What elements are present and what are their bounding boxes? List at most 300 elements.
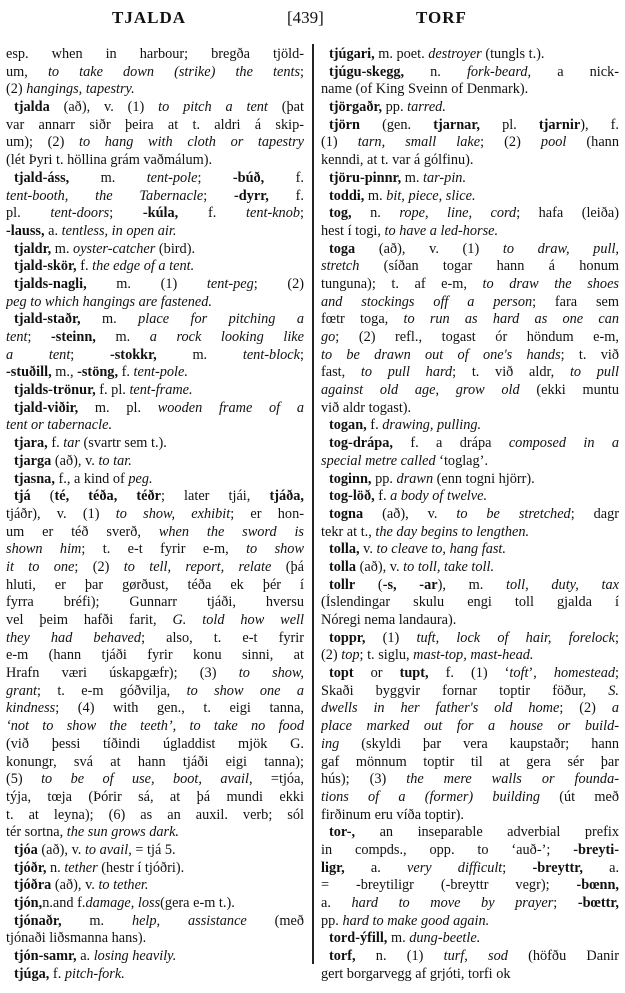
entry-text: ), f. — [580, 116, 619, 133]
entry-text: var annarr siðr þeira at t. aldri á skip- — [6, 116, 304, 133]
definition-text: a rock looking like — [149, 329, 304, 345]
headword: tjasna, — [14, 470, 55, 487]
headword: -dyrr, — [234, 187, 269, 204]
definition-text: tent-frame. — [129, 382, 193, 399]
entry-headline — [321, 930, 619, 948]
definition-text: damage, loss — [85, 895, 161, 911]
definition-text: fork-beard, — [466, 63, 532, 80]
entry-line — [321, 134, 619, 152]
entry-line — [6, 223, 304, 241]
entry-headline — [6, 488, 304, 506]
definition-text: tions of a (former) building — [321, 788, 541, 805]
entry-line — [321, 647, 619, 665]
entry-line — [6, 594, 304, 612]
entry-text: m. — [401, 169, 424, 186]
entry-text: (að), v. — [37, 841, 85, 858]
entry-text: ; (2) — [559, 700, 612, 717]
definition-text: dung-beetle. — [409, 930, 481, 947]
definition-text: against old age, grow old — [321, 382, 520, 399]
entry-text: ; fara sem — [532, 293, 619, 310]
entry-headline — [6, 913, 304, 931]
entry-headline — [6, 170, 304, 188]
entry-text: gert borgarvegg af grjóti, torfi ok — [321, 965, 511, 982]
entry-headline — [6, 471, 304, 489]
entry-text: (að), v. — [51, 452, 99, 469]
headword: -búð, — [232, 169, 265, 186]
entry-headline — [321, 559, 619, 577]
entry-headline — [321, 99, 619, 117]
headword: tolla — [329, 558, 357, 575]
entry-line — [321, 400, 619, 418]
headword: -kúla, — [142, 205, 179, 222]
entry-line — [321, 860, 619, 878]
entry-text: tunguna); t. af e-m, — [321, 275, 483, 292]
entry-text: =tjóa, — [252, 771, 304, 788]
definition-text: peg. — [128, 470, 153, 487]
headword: tord-ýfill, — [329, 930, 388, 947]
entry-text: m. pl. — [78, 399, 158, 416]
definition-text: a tent — [6, 346, 71, 363]
entry-headline — [321, 948, 619, 966]
definition-text: S. — [608, 682, 619, 699]
headword: tjalda — [14, 99, 50, 116]
definition-text: to take down (strike) the tents — [47, 63, 301, 80]
entry-text: ; (4) with gen., t. eigi tanna, — [55, 700, 304, 717]
entry-text: m. — [80, 311, 139, 328]
entry-text: n. — [351, 205, 400, 222]
entry-headline — [6, 453, 304, 471]
entry-text: (Íslendingar skulu engi toll gjalda í — [321, 594, 619, 611]
entry-text: (höfðu Danir — [507, 948, 619, 965]
entry-headline — [321, 241, 619, 259]
headword: tjörn — [329, 116, 360, 133]
entry-text: ; (2) refl., togast ór höndum e-m, — [335, 329, 619, 345]
headword: tjald-áss, — [14, 169, 70, 186]
headword: tjáða, — [269, 488, 304, 505]
headword: tjón-samr, — [14, 948, 77, 965]
entry-text: um, — [6, 63, 48, 80]
definition-text: tent-knob — [246, 205, 301, 222]
entry-text: ( — [355, 576, 383, 593]
definition-text: special metre called — [321, 452, 436, 469]
definition-text: to cleave to, hang fast. — [376, 541, 506, 558]
entry-text: tjónaði liðsmanna hans). — [6, 930, 147, 947]
entry-line — [6, 807, 304, 825]
entry-line — [321, 152, 619, 170]
entry-line — [321, 966, 619, 984]
definition-text: place for pitching a — [138, 311, 304, 328]
entry-headline — [321, 506, 619, 524]
entry-text: ; — [615, 665, 619, 682]
entry-text: gaf mönnum toptir til at gera sér þar — [321, 753, 619, 770]
entry-text: ; — [70, 346, 110, 363]
entry-text: f. (1) ‘ — [428, 665, 510, 682]
entry-text: ; er hon- — [230, 505, 304, 522]
entry-line — [6, 506, 304, 524]
header-first-headword: TJALDA — [112, 8, 187, 27]
entry-headline — [321, 665, 619, 683]
definition-text: to pitch a tent — [158, 99, 268, 116]
definition-text: to show, exhibit — [115, 505, 231, 522]
definition-text: to tether. — [98, 877, 149, 894]
headword: tollr — [329, 576, 356, 593]
entry-line — [6, 134, 304, 152]
definition-text: very difficult — [407, 859, 503, 876]
entry-text: ; hafa (leiða) — [516, 205, 619, 222]
definition-text: tentless, in open air. — [61, 222, 177, 239]
entry-text: vel þeim hafði farit, — [6, 612, 173, 628]
entry-headline — [321, 824, 619, 842]
entry-text: ; t. við — [560, 346, 619, 363]
entry-headline — [6, 860, 304, 878]
entry-text: kenndi, at t. var á gólfinu). — [321, 152, 474, 169]
entry-text: m. — [69, 169, 147, 186]
headword: tjarnir — [538, 116, 581, 133]
entry-text: ; — [553, 895, 578, 911]
definition-text: tuft, lock of hair, forelock — [416, 629, 616, 646]
entry-text: (þat — [267, 99, 304, 116]
headword: tolla, — [329, 541, 360, 558]
entry-text: (1) — [365, 629, 417, 646]
entry-line — [321, 453, 619, 471]
definition-text: tar-pin. — [423, 169, 467, 186]
definition-text: help, assistance — [131, 912, 247, 929]
entry-line — [321, 311, 619, 329]
definition-text: tent-peg — [206, 275, 254, 292]
entry-text: (þá — [271, 558, 304, 575]
entry-headline — [321, 64, 619, 82]
entry-text: ; (2) — [253, 275, 304, 292]
entry-text: (5) — [6, 771, 42, 788]
entry-text: (enn togni hjörr). — [433, 470, 535, 487]
definition-text: to draw, pull, — [502, 240, 619, 257]
definition-text: a — [611, 700, 619, 717]
entry-text: f. — [76, 258, 93, 275]
entry-line — [6, 683, 304, 701]
definition-text: to be stretched — [456, 505, 571, 522]
entry-text: ; t. siglu, — [359, 647, 414, 664]
headword: tog-drápa, — [329, 435, 393, 452]
definition-text: to show, — [238, 665, 304, 682]
entry-text: m., — [51, 364, 78, 381]
definition-text: composed in a — [508, 435, 619, 452]
definition-text: to be drawn out of one's hands — [321, 346, 561, 363]
entry-text: ), m. — [437, 576, 507, 593]
entry-text: Hrafn væri úskapgæfr); (3) — [6, 665, 239, 682]
definition-text: bit, piece, slice. — [386, 187, 476, 204]
entry-headline — [6, 241, 304, 259]
definition-text: tent-pole — [146, 169, 198, 186]
column-divider — [312, 44, 314, 964]
entry-text: ( — [30, 488, 55, 505]
definition-text: drawn — [396, 470, 434, 487]
headword: toddi, — [329, 187, 365, 204]
entry-text: (að), v. — [51, 877, 99, 894]
entry-headline — [6, 435, 304, 453]
headword: tjóðra — [14, 877, 52, 894]
entry-line — [6, 647, 304, 665]
headword: tjarga — [14, 452, 52, 469]
entry-line — [321, 364, 619, 382]
headword: tjörgaðr, — [329, 99, 383, 116]
definition-text: losing heavily. — [93, 948, 177, 965]
definition-text: ‘not to show the teeth’, to take no food — [6, 718, 304, 735]
headword: -bœnn, — [576, 877, 619, 894]
entry-text: firðinum eru víða toptir). — [321, 806, 464, 823]
entry-headline — [321, 471, 619, 489]
entry-text: týja, tœja (Þórir sá, at þá mundi ekki — [6, 788, 304, 805]
headword: togan, — [329, 417, 367, 434]
headword: -bœttr, — [577, 895, 619, 911]
entry-line — [6, 364, 304, 382]
entry-headline — [321, 541, 619, 559]
entry-headline — [6, 948, 304, 966]
headword: -breyti- — [573, 841, 619, 858]
definition-text: to pull — [569, 364, 619, 381]
entry-headline — [6, 400, 304, 418]
definition-text: when the sword is — [158, 523, 304, 540]
definition-text: dwells in her father's old home — [321, 700, 560, 717]
definition-text: it to one — [6, 558, 75, 575]
entry-text: m. — [51, 240, 74, 257]
definition-text: destroyer — [428, 46, 482, 62]
headword: tjald-viðir, — [14, 399, 79, 416]
entry-text: ’, — [528, 665, 554, 682]
entry-headline — [6, 895, 304, 913]
definition-text: tarred. — [407, 99, 446, 116]
headword: toppr, — [329, 629, 366, 646]
definition-text: the day begins to lengthen. — [375, 523, 530, 540]
headword: -stuðill, — [6, 364, 52, 381]
entry-line — [321, 736, 619, 754]
definition-text: grant — [6, 682, 37, 699]
headword: tjaldr, — [14, 240, 52, 257]
headword: tjúgu-skegg, — [329, 63, 405, 80]
entry-text: (hann — [566, 134, 619, 151]
entry-text: a. — [44, 222, 62, 239]
entry-text: (að), v. — [363, 505, 457, 522]
entry-text: (2) — [6, 81, 27, 98]
entry-text: (gera e-m t.). — [160, 895, 235, 911]
definition-text: tent — [6, 329, 28, 345]
headword: tjá — [14, 488, 31, 505]
entry-text: ; t. e-t fyrir e-m, — [81, 541, 247, 558]
entry-line — [6, 630, 304, 648]
headword: -steinn, — [51, 329, 96, 345]
entry-text: tér sortna, — [6, 824, 67, 841]
entry-text: um); (2) — [6, 134, 79, 151]
headword: tjald-staðr, — [14, 311, 81, 328]
entry-text: (tungls t.). — [481, 46, 545, 62]
entry-text: name (of King Sveinn of Denmark). — [321, 81, 529, 98]
headword: -lauss, — [6, 222, 45, 239]
entry-line — [6, 718, 304, 736]
entry-text: (lét Þyri t. höllina grám vaðmálum). — [6, 152, 213, 169]
entry-text: pl. — [479, 116, 539, 133]
entry-text: (1) — [321, 134, 358, 151]
entry-text: ; — [109, 205, 143, 222]
entry-headline — [321, 577, 619, 595]
entry-text: (bird). — [155, 240, 196, 257]
entry-line — [6, 329, 304, 347]
headword: té, téða, téðr — [54, 488, 161, 505]
entry-text: fyrra bréfi); Gunnarr tjáði, hversu — [6, 594, 304, 611]
entry-text: pp. — [321, 912, 343, 929]
definition-text: ing — [321, 735, 340, 752]
headword: tjúga, — [14, 965, 50, 982]
entry-text: ; also, t. e-t fyrir — [141, 629, 304, 646]
entry-line — [6, 665, 304, 683]
entry-line — [6, 754, 304, 772]
entry-line — [321, 612, 619, 630]
header-last-headword: TORF — [416, 8, 467, 27]
definition-text: tether — [64, 859, 98, 876]
definition-text: tarn, small lake — [357, 134, 481, 151]
entry-headline — [6, 966, 304, 984]
entry-text: hest í togi, — [321, 222, 385, 239]
entry-text: Skaði byggvir fornar toptir föður, — [321, 682, 609, 699]
headword: tor-, — [329, 824, 356, 841]
definition-text: hangings, tapestry. — [26, 81, 135, 98]
entry-text: (ekki muntu — [519, 382, 619, 399]
definition-text: hard to make good again. — [342, 912, 490, 929]
entry-headline — [6, 877, 304, 895]
entry-line — [6, 117, 304, 135]
entry-line — [321, 382, 619, 400]
entry-text: f. — [264, 169, 304, 186]
definition-text: G. told how well — [172, 612, 304, 628]
entry-line — [6, 347, 304, 365]
entry-text: f. — [178, 205, 247, 222]
definition-text: kindness — [6, 700, 56, 717]
entry-line — [6, 81, 304, 99]
definition-text: shown him — [6, 541, 82, 558]
headword: tjarnar, — [433, 116, 480, 133]
entry-text: ; — [615, 629, 619, 646]
entry-text: (síðan togar hann á honum — [359, 258, 619, 275]
definition-text: rope, line, cord — [399, 205, 517, 222]
definition-text: to tell, report, relate — [123, 558, 272, 575]
entry-text: pp. — [371, 470, 397, 487]
definition-text: to hang with cloth or tapestry — [79, 134, 304, 151]
entry-text: a. — [76, 948, 94, 965]
entry-line — [6, 294, 304, 312]
definition-text: hard to move by prayer — [351, 895, 554, 911]
entry-headline — [6, 99, 304, 117]
entry-text: n. — [404, 63, 467, 80]
headword: tjónaðr, — [14, 912, 62, 929]
definition-text: go — [321, 329, 336, 345]
entry-text: konungr, svá at hann tjáði eigi tanna); — [6, 753, 304, 770]
definition-text: homestead — [553, 665, 615, 682]
entry-text: (að), v. (1) — [49, 99, 159, 116]
entry-text: fœtr toga, — [321, 311, 404, 328]
definition-text: the sun grows dark. — [66, 824, 180, 841]
entry-headline — [321, 188, 619, 206]
entry-line — [321, 700, 619, 718]
entry-text: n. — [46, 859, 65, 876]
entry-text: a. — [321, 895, 352, 911]
definition-text: pitch-fork. — [64, 965, 125, 982]
entry-text: ; — [203, 187, 235, 204]
entry-text: = tjá 5. — [131, 841, 176, 858]
entry-line — [6, 152, 304, 170]
entry-text: pp. — [382, 99, 408, 116]
entry-text: (við þessi tíðindi úgladdist mjök G. — [6, 735, 304, 752]
headword: -stöng, — [77, 364, 119, 381]
definition-text: to be of use, boot, avail, — [41, 771, 253, 788]
entry-headline — [321, 170, 619, 188]
entry-text: (út með — [540, 788, 619, 805]
headword: tjald-skör, — [14, 258, 77, 275]
entry-line — [6, 930, 304, 948]
entry-text: = -breytiligr (-breyttr vegr); — [321, 877, 577, 894]
entry-text: m. poet. — [374, 46, 429, 62]
entry-text: an inseparable adverbial prefix — [355, 824, 619, 841]
entry-line — [6, 524, 304, 542]
entry-line — [321, 771, 619, 789]
entry-line — [321, 294, 619, 312]
entry-headline — [6, 276, 304, 294]
headword: tupt, — [399, 665, 429, 682]
entry-line — [321, 683, 619, 701]
entry-line — [321, 807, 619, 825]
entry-line — [6, 771, 304, 789]
entry-line — [6, 577, 304, 595]
entry-line — [6, 700, 304, 718]
entry-headline — [321, 630, 619, 648]
entry-line — [321, 329, 619, 347]
headword: tjalds-nagli, — [14, 275, 87, 292]
entry-line — [321, 718, 619, 736]
headword: -breyttr, — [532, 859, 583, 876]
entry-text: in compds., opp. to ‘auð-’; — [321, 841, 574, 858]
headword: tog, — [329, 205, 352, 222]
left-column — [6, 46, 304, 983]
definition-text: to avail, — [84, 841, 132, 858]
entry-headline — [321, 435, 619, 453]
entry-line — [6, 417, 304, 435]
definition-text: and stockings off a person — [321, 293, 533, 310]
definition-text: to toll, take toll. — [403, 558, 495, 575]
entry-line — [321, 223, 619, 241]
entry-line — [321, 877, 619, 895]
definition-text: stretch — [321, 258, 360, 275]
entry-headline — [321, 46, 619, 64]
entry-text: ‘toglag’. — [435, 452, 489, 469]
headword: tjúgari, — [329, 46, 375, 62]
entry-text: (gen. — [359, 116, 434, 133]
entry-text: m. (1) — [86, 275, 207, 292]
entry-text: ; t. e-m góðvilja, — [36, 682, 187, 699]
entry-text: ; (2) — [74, 558, 124, 575]
entry-text: (svartr sem t.). — [79, 435, 167, 452]
entry-line — [321, 276, 619, 294]
entry-text: e-m (hann tjáði fyrir konu sinni, at — [6, 647, 304, 664]
definition-text: to draw the shoes — [482, 275, 619, 292]
definition-text: to show one a — [186, 682, 304, 699]
entry-text: (2) — [321, 647, 342, 664]
entry-text: m. — [61, 912, 132, 929]
entry-text: m. — [364, 187, 387, 204]
entry-text: tekr at t., — [321, 523, 376, 540]
entry-text: fast, — [321, 364, 361, 381]
definition-text: place marked out for a house or build- — [321, 718, 619, 735]
headword: toginn, — [329, 470, 372, 487]
entry-text: a. — [344, 859, 408, 876]
entry-line — [6, 46, 304, 64]
headword: ligr, — [321, 859, 345, 876]
